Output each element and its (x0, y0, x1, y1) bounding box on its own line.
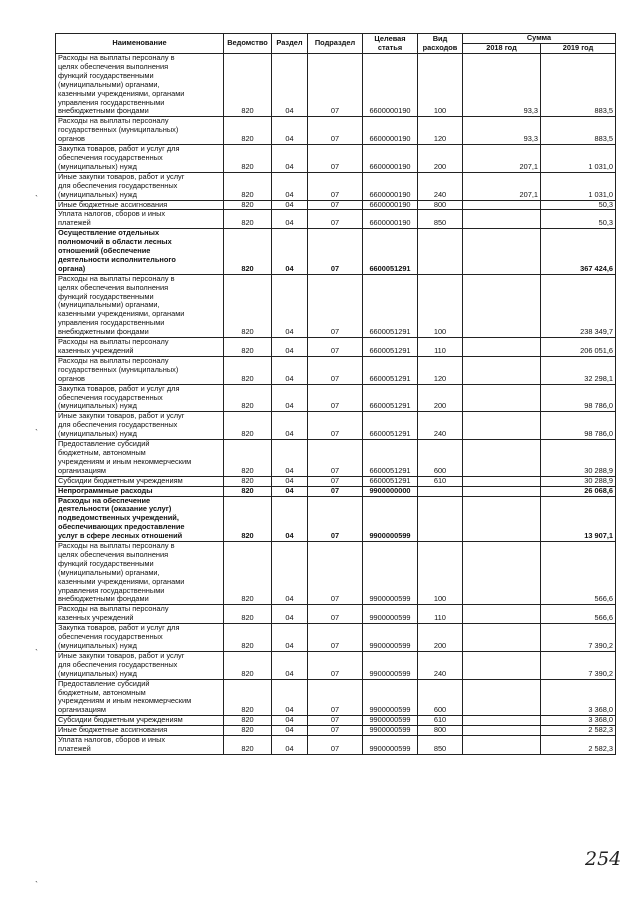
row-target: 9900000599 (363, 651, 418, 679)
row-exp-type: 200 (418, 145, 463, 173)
row-name: Расходы на выплаты персоналу в целях обеспечения выполнения функций государственными (муниципальными) органами, казенными учреждениями, органами управления государственными внебюджетными фондами (56, 274, 224, 337)
row-subsection: 07 (308, 496, 363, 542)
row-subsection: 07 (308, 54, 363, 117)
row-section: 04 (272, 624, 308, 652)
row-dept: 820 (224, 605, 272, 624)
row-dept: 820 (224, 384, 272, 412)
row-2018 (463, 440, 541, 477)
row-subsection: 07 (308, 338, 363, 357)
row-2018: 207,1 (463, 172, 541, 200)
row-2018 (463, 356, 541, 384)
row-dept: 820 (224, 476, 272, 486)
row-subsection: 07 (308, 145, 363, 173)
row-exp-type: 610 (418, 476, 463, 486)
row-exp-type: 600 (418, 679, 463, 716)
row-section: 04 (272, 651, 308, 679)
row-section: 04 (272, 496, 308, 542)
row-target: 9900000599 (363, 736, 418, 755)
margin-mark: ` (35, 428, 38, 438)
row-subsection: 07 (308, 624, 363, 652)
row-section: 04 (272, 172, 308, 200)
row-2018 (463, 542, 541, 605)
row-2018 (463, 210, 541, 229)
row-dept: 820 (224, 736, 272, 755)
header-name: Наименование (56, 34, 224, 54)
row-name: Субсидии бюджетным учреждениям (56, 476, 224, 486)
row-dept: 820 (224, 486, 272, 496)
row-name: Осуществление отдельных полномочий в области лесных отношений (обеспечение деятельности исполнительного органа) (56, 229, 224, 275)
row-exp-type (418, 496, 463, 542)
row-2019: 238 349,7 (541, 274, 616, 337)
row-2019: 566,6 (541, 605, 616, 624)
row-2019: 7 390,2 (541, 624, 616, 652)
table-row (56, 651, 616, 679)
row-section: 04 (272, 679, 308, 716)
table-row (56, 412, 616, 440)
row-2019: 1 031,0 (541, 145, 616, 173)
row-2019: 566,6 (541, 542, 616, 605)
row-2018 (463, 496, 541, 542)
margin-mark: ` (35, 880, 38, 890)
row-section: 04 (272, 440, 308, 477)
row-subsection: 07 (308, 440, 363, 477)
table-row (56, 605, 616, 624)
row-subsection: 07 (308, 384, 363, 412)
table-row (56, 486, 616, 496)
row-target: 6600000190 (363, 117, 418, 145)
table-row (56, 736, 616, 755)
row-subsection: 07 (308, 486, 363, 496)
row-exp-type: 200 (418, 624, 463, 652)
row-subsection: 07 (308, 542, 363, 605)
row-name: Закупка товаров, работ и услуг для обеспечения государственных (муниципальных) нужд (56, 624, 224, 652)
row-dept: 820 (224, 356, 272, 384)
row-dept: 820 (224, 624, 272, 652)
row-dept: 820 (224, 274, 272, 337)
row-target: 6600051291 (363, 384, 418, 412)
row-name: Субсидии бюджетным учреждениям (56, 716, 224, 726)
row-dept: 820 (224, 679, 272, 716)
row-name: Предоставление субсидий бюджетным, автономным учреждениям и иным некоммерческим организациям (56, 440, 224, 477)
row-2018 (463, 716, 541, 726)
row-target: 6600051291 (363, 229, 418, 275)
row-name: Расходы на обеспечение деятельности (оказание услуг) подведомственных учреждений, обеспечивающих предоставление услуг в сфере лесных отношений (56, 496, 224, 542)
row-section: 04 (272, 54, 308, 117)
row-target: 9900000000 (363, 486, 418, 496)
row-2019: 2 582,3 (541, 736, 616, 755)
table-row (56, 726, 616, 736)
table-row (56, 172, 616, 200)
row-subsection: 07 (308, 172, 363, 200)
row-target: 6600000190 (363, 145, 418, 173)
row-2019: 26 068,6 (541, 486, 616, 496)
row-2018 (463, 476, 541, 486)
row-2019: 883,5 (541, 54, 616, 117)
row-target: 6600000190 (363, 172, 418, 200)
row-target: 6600000190 (363, 200, 418, 210)
table-row (56, 356, 616, 384)
row-target: 9900000599 (363, 496, 418, 542)
row-target: 6600051291 (363, 476, 418, 486)
row-2019: 98 786,0 (541, 412, 616, 440)
row-subsection: 07 (308, 274, 363, 337)
row-section: 04 (272, 605, 308, 624)
row-2018 (463, 486, 541, 496)
row-2019: 98 786,0 (541, 384, 616, 412)
row-name: Расходы на выплаты персоналу государственных (муниципальных) органов (56, 117, 224, 145)
row-target: 6600051291 (363, 440, 418, 477)
row-name: Иные закупки товаров, работ и услуг для обеспечения государственных (муниципальных) нужд (56, 651, 224, 679)
row-target: 6600051291 (363, 338, 418, 357)
row-name: Непрограммные расходы (56, 486, 224, 496)
row-exp-type: 850 (418, 210, 463, 229)
row-exp-type: 600 (418, 440, 463, 477)
row-2018 (463, 679, 541, 716)
row-2018 (463, 624, 541, 652)
row-target: 9900000599 (363, 605, 418, 624)
row-exp-type: 120 (418, 356, 463, 384)
row-2019: 367 424,6 (541, 229, 616, 275)
row-exp-type: 610 (418, 716, 463, 726)
budget-table (55, 33, 616, 755)
table-row (56, 440, 616, 477)
header-2019: 2019 год (541, 44, 616, 54)
row-exp-type: 850 (418, 736, 463, 755)
row-subsection: 07 (308, 117, 363, 145)
table-row (56, 476, 616, 486)
row-2019: 2 582,3 (541, 726, 616, 736)
row-subsection: 07 (308, 210, 363, 229)
row-subsection: 07 (308, 476, 363, 486)
row-dept: 820 (224, 440, 272, 477)
row-subsection: 07 (308, 716, 363, 726)
row-dept: 820 (224, 651, 272, 679)
row-exp-type: 110 (418, 338, 463, 357)
row-name: Закупка товаров, работ и услуг для обеспечения государственных (муниципальных) нужд (56, 145, 224, 173)
row-target: 6600051291 (363, 274, 418, 337)
row-section: 04 (272, 716, 308, 726)
row-exp-type: 240 (418, 412, 463, 440)
row-exp-type (418, 229, 463, 275)
row-section: 04 (272, 476, 308, 486)
table-row (56, 145, 616, 173)
table-row (56, 338, 616, 357)
row-name: Уплата налогов, сборов и иных платежей (56, 736, 224, 755)
row-exp-type: 200 (418, 384, 463, 412)
row-2019: 30 288,9 (541, 440, 616, 477)
table-row (56, 716, 616, 726)
row-name: Иные закупки товаров, работ и услуг для обеспечения государственных (муниципальных) нужд (56, 172, 224, 200)
row-2018 (463, 200, 541, 210)
header-exp-type: Вид расходов (418, 34, 463, 54)
row-2018 (463, 605, 541, 624)
row-2019: 3 368,0 (541, 716, 616, 726)
row-2019: 50,3 (541, 210, 616, 229)
row-exp-type (418, 486, 463, 496)
row-2018: 207,1 (463, 145, 541, 173)
row-target: 9900000599 (363, 679, 418, 716)
row-exp-type: 800 (418, 726, 463, 736)
row-exp-type: 240 (418, 651, 463, 679)
row-exp-type: 120 (418, 117, 463, 145)
row-exp-type: 100 (418, 54, 463, 117)
row-subsection: 07 (308, 412, 363, 440)
row-name: Расходы на выплаты персоналу государственных (муниципальных) органов (56, 356, 224, 384)
row-2018: 93,3 (463, 54, 541, 117)
row-section: 04 (272, 274, 308, 337)
row-dept: 820 (224, 412, 272, 440)
row-2019: 13 907,1 (541, 496, 616, 542)
row-target: 6600000190 (363, 54, 418, 117)
row-2018 (463, 412, 541, 440)
row-2018 (463, 384, 541, 412)
row-section: 04 (272, 356, 308, 384)
table-row (56, 679, 616, 716)
table-row (56, 384, 616, 412)
row-dept: 820 (224, 542, 272, 605)
page-number: 254 (585, 848, 622, 870)
header-sum: Сумма (463, 34, 616, 44)
row-subsection: 07 (308, 200, 363, 210)
row-2018: 93,3 (463, 117, 541, 145)
row-section: 04 (272, 486, 308, 496)
header-dept: Ведомство (224, 34, 272, 54)
row-2019: 50,3 (541, 200, 616, 210)
row-target: 9900000599 (363, 624, 418, 652)
row-section: 04 (272, 412, 308, 440)
row-section: 04 (272, 117, 308, 145)
row-dept: 820 (224, 200, 272, 210)
row-2019: 1 031,0 (541, 172, 616, 200)
row-exp-type: 100 (418, 542, 463, 605)
table-row (56, 496, 616, 542)
table-row (56, 117, 616, 145)
row-name: Расходы на выплаты персоналу в целях обеспечения выполнения функций государственными (муниципальными) органами, казенными учреждениями, органами управления государственными внебюджетными фондами (56, 542, 224, 605)
row-name: Закупка товаров, работ и услуг для обеспечения государственных (муниципальных) нужд (56, 384, 224, 412)
row-section: 04 (272, 229, 308, 275)
row-dept: 820 (224, 338, 272, 357)
row-subsection: 07 (308, 736, 363, 755)
row-target: 9900000599 (363, 726, 418, 736)
row-section: 04 (272, 726, 308, 736)
row-section: 04 (272, 338, 308, 357)
row-subsection: 07 (308, 605, 363, 624)
header-target: Целевая статья (363, 34, 418, 54)
row-dept: 820 (224, 172, 272, 200)
row-subsection: 07 (308, 356, 363, 384)
row-subsection: 07 (308, 229, 363, 275)
row-name: Иные бюджетные ассигнования (56, 200, 224, 210)
header-section: Раздел (272, 34, 308, 54)
table-body (56, 54, 616, 755)
row-2018 (463, 229, 541, 275)
row-2018 (463, 736, 541, 755)
row-target: 6600051291 (363, 412, 418, 440)
row-dept: 820 (224, 229, 272, 275)
row-dept: 820 (224, 54, 272, 117)
row-subsection: 07 (308, 679, 363, 716)
row-2019: 206 051,6 (541, 338, 616, 357)
row-target: 6600000190 (363, 210, 418, 229)
row-section: 04 (272, 736, 308, 755)
row-2018 (463, 274, 541, 337)
row-2018 (463, 726, 541, 736)
row-2018 (463, 338, 541, 357)
row-exp-type: 240 (418, 172, 463, 200)
row-dept: 820 (224, 496, 272, 542)
row-name: Расходы на выплаты персоналу казенных учреждений (56, 338, 224, 357)
row-section: 04 (272, 210, 308, 229)
row-2018 (463, 651, 541, 679)
table-row (56, 54, 616, 117)
margin-mark: ` (35, 648, 38, 658)
row-exp-type: 800 (418, 200, 463, 210)
row-target: 6600051291 (363, 356, 418, 384)
table-row (56, 624, 616, 652)
row-dept: 820 (224, 716, 272, 726)
row-2019: 7 390,2 (541, 651, 616, 679)
margin-mark: ` (35, 194, 38, 204)
row-dept: 820 (224, 726, 272, 736)
row-2019: 30 288,9 (541, 476, 616, 486)
row-section: 04 (272, 542, 308, 605)
row-section: 04 (272, 200, 308, 210)
row-section: 04 (272, 145, 308, 173)
row-2019: 3 368,0 (541, 679, 616, 716)
table-row (56, 229, 616, 275)
row-dept: 820 (224, 145, 272, 173)
row-2019: 883,5 (541, 117, 616, 145)
row-name: Расходы на выплаты персоналу казенных учреждений (56, 605, 224, 624)
row-name: Уплата налогов, сборов и иных платежей (56, 210, 224, 229)
row-subsection: 07 (308, 651, 363, 679)
row-2019: 32 298,1 (541, 356, 616, 384)
row-name: Иные бюджетные ассигнования (56, 726, 224, 736)
row-name: Предоставление субсидий бюджетным, автономным учреждениям и иным некоммерческим организациям (56, 679, 224, 716)
row-name: Расходы на выплаты персоналу в целях обеспечения выполнения функций государственными (муниципальными) органами, казенными учреждениями, органами управления государственными внебюджетными фондами (56, 54, 224, 117)
row-target: 9900000599 (363, 716, 418, 726)
row-name: Иные закупки товаров, работ и услуг для обеспечения государственных (муниципальных) нужд (56, 412, 224, 440)
header-subsection: Подраздел (308, 34, 363, 54)
row-section: 04 (272, 384, 308, 412)
row-dept: 820 (224, 210, 272, 229)
row-target: 9900000599 (363, 542, 418, 605)
table-row (56, 542, 616, 605)
header-2018: 2018 год (463, 44, 541, 54)
table-row (56, 200, 616, 210)
table-row (56, 274, 616, 337)
table-row (56, 210, 616, 229)
row-exp-type: 100 (418, 274, 463, 337)
row-dept: 820 (224, 117, 272, 145)
row-subsection: 07 (308, 726, 363, 736)
row-exp-type: 110 (418, 605, 463, 624)
